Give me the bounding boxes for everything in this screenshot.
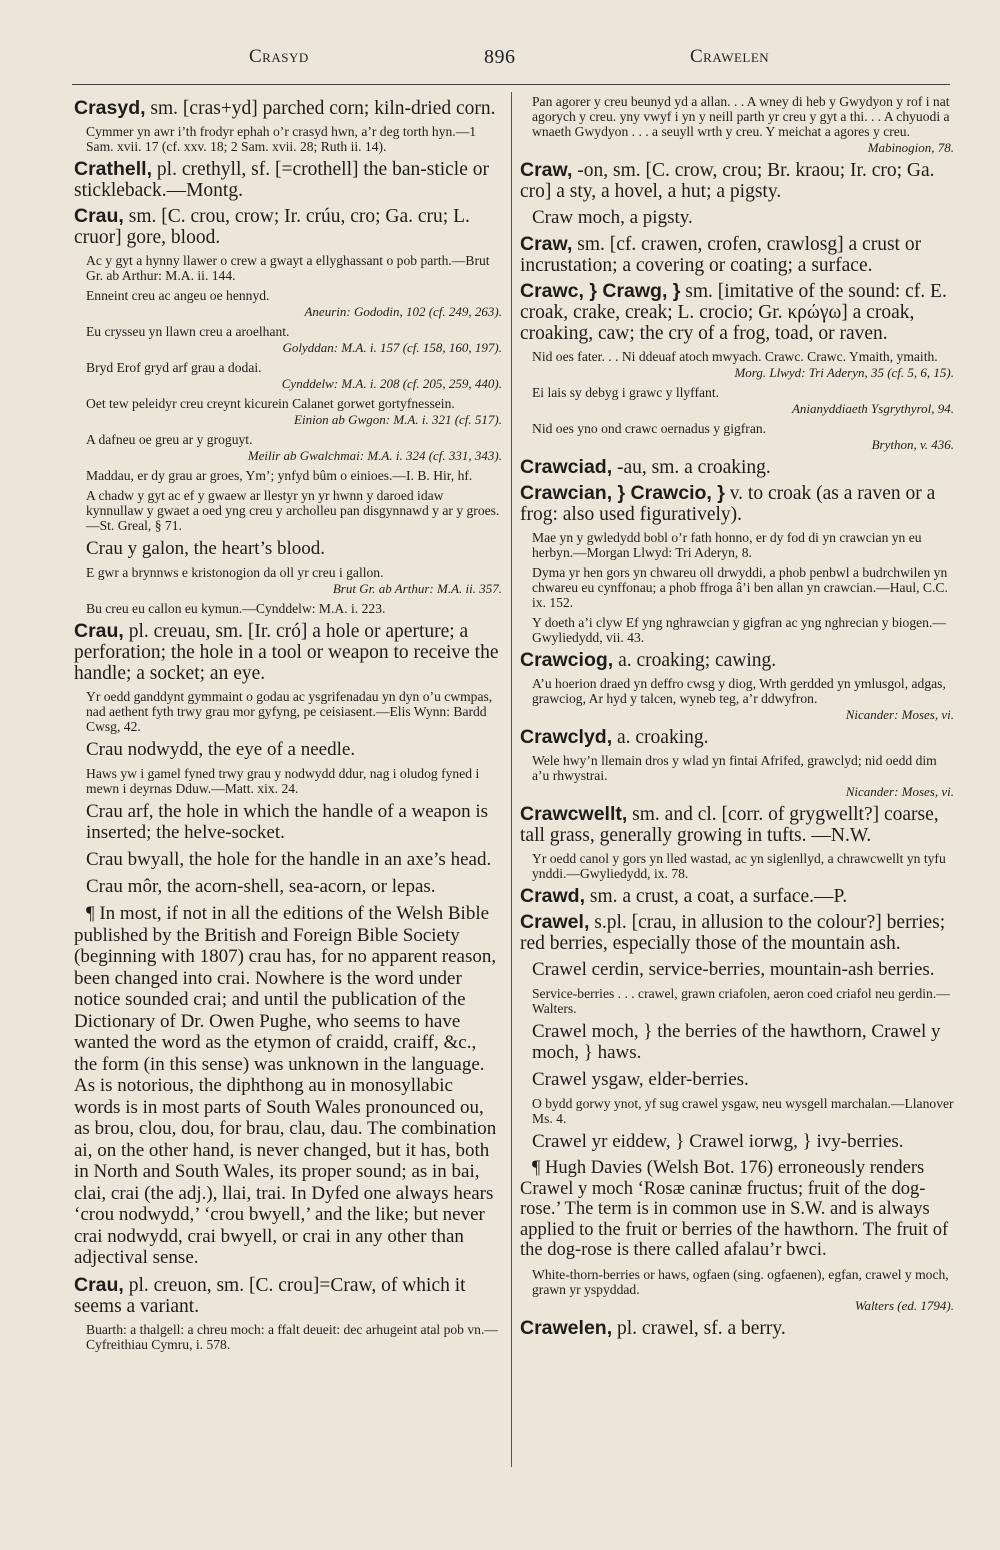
citation: Golyddan: M.A. i. 157 (cf. 158, 160, 197). [282,340,502,355]
entry [74,98,502,119]
headword: Crau, [74,1273,124,1296]
sub-entry: Crawel ysgaw, elder-berries. [532,1069,749,1090]
quotation: E gwr a brynnws e kristonogion da oll yr creu i gallon. [86,565,384,580]
entry [520,886,954,907]
usage-note: ¶ Hugh Davies (Welsh Bot. 176) erroneously renders Crawel y moch ‘Rosæ caninæ fructus; fruit of the dog-rose.’ The term is in common use in S.W. and is always applied to the fruit or berries of the hawthorn. The fruit of the dog-rose is there called afalau’r bwci. [520,1158,949,1260]
quotation: Bryd Erof gryd arf grau a dodai. [86,360,262,375]
citation: Aneurin: Gododin, 102 (cf. 249, 263). [304,304,502,319]
entry [520,281,954,344]
headword: Craw, [520,159,573,181]
headword: Craw, [520,233,573,255]
definition: pl. crawel, sf. a berry. [612,1317,786,1339]
citation: Einion ab Gwgon: M.A. i. 321 (cf. 517). [294,412,502,427]
sub-entry: Crau môr, the acorn-shell, sea-acorn, or lepas. [86,876,436,897]
citation: Brut Gr. ab Arthur: M.A. ii. 357. [332,581,502,596]
definition: sm. a crust, a coat, a surface.—P. [585,886,848,907]
quotation: Eu crysseu yn llawn creu a aroelhant. [86,324,290,339]
citation: Nicander: Moses, vi. [845,707,954,722]
citation: Meilir ab Gwalchmai: M.A. i. 324 (cf. 331, 343). [247,448,502,463]
citation: Walters (ed. 1794). [854,1297,954,1313]
quotation: Haws yw i gamel fyned trwy grau y nodwydd ddur, nag i oludog fyned i mewn i deyrnas Dduw.—Matt. xix. 24. [86,766,480,796]
definition: pl. creuon, sm. [C. crou]=Craw, of which it seems a variant. [74,1274,466,1317]
running-head-right: Crawelen [690,46,770,67]
definition: pl. creuau, sm. [Ir. cró] a hole or aperture; a perforation; the hole in a tool or weapon to receive the handle; a socket; an eye. [74,621,499,684]
quotation: Service-berries . . . crawel, grawn criafolen, aeron coed criafol neu gerdin.—Walters. [532,986,950,1016]
entry [74,206,502,248]
entry [74,159,502,201]
entry [520,234,954,276]
definition: sm. [C. crou, crow; Ir. crúu, cro; Ga. cru; L. cruor] gore, blood. [74,206,470,248]
headword: Crau, [74,205,124,227]
headword: Crasyd, [74,97,146,119]
definition: v. to croak (as a raven or a frog: also used figuratively). [520,483,936,525]
citation: Cynddelw: M.A. i. 208 (cf. 205, 259, 440). [281,376,502,391]
citation: Nicander: Moses, vi. [845,784,954,799]
entry [520,727,954,748]
headword: Crawcwellt, [520,803,628,825]
quotation: Cymmer yn awr i’th frodyr ephah o’r crasyd hwn, a’r deg torth hyn.—1 Sam. xvii. 17 (cf. xxv. 18; 2 Sam. xvii. 28; Ruth ii. 14). [86,124,477,154]
entry [74,1275,502,1317]
sub-entry: Crau nodwydd, the eye of a needle. [86,739,356,760]
entry [520,804,954,846]
usage-note: ¶ In most, if not in all the editions of the Welsh Bible published by the British and Foreign Bible Society (beginning with 1807) crau has, for no apparent reason, been changed into crai. Nowhere is the word under notice sounded crai; and until the publication of the Dictionary of Dr. Owen Pughe, who seems to have wanted the word as the etymon of craidd, craiff, &c., the form (in this sense) was unknown in the language. As is notorious, the diphthong au in monosyllabic words is in most parts of South Wales pronounced ou, as brou, clou, dou, for brau, clau, dau. The combination ai, on the other hand, is never changed, but it has, both in North and South Wales, its proper sound; as in bai, clai, crai (the adj.), llai, trai. In Dyfed one always hears ‘crou nodwydd,’ ‘crou bwyell,’ and the like; but never crai nodwydd, crai bwyell, or crai in any other than adjectival sense. [74,903,497,1268]
quotation: Ac y gyt a hynny llawer o crew a gwayt a ellyghassant o pob parth.—Brut Gr. ab Arthur: M.A. ii. 144. [86,253,490,283]
citation: Morg. Llwyd: Tri Aderyn, 35 (cf. 5, 6, 15). [734,365,954,380]
definition: sm. [cf. crawen, crofen, crawlosg] a crust or incrustation; a covering or coating; a surface. [520,234,922,276]
entry [520,1318,954,1339]
entry [74,621,502,684]
sub-entry: Crawel moch, } the berries of the hawthorn, Crawel y moch, } haws. [532,1021,941,1063]
headword: Crawc, } Crawg, } [520,280,681,302]
definition: a. croaking; cawing. [613,650,777,671]
headword: Crawciad, [520,456,613,478]
definition: a. croaking. [612,727,709,748]
headword: Crathell, [74,158,153,180]
definition: sm. [cras+yd] parched corn; kiln-dried corn. [145,98,496,119]
quotation: Wele hwy’n llemain dros y wlad yn fintai Afrifed, grawclyd; nid oedd dim a’u rhwystrai. [532,753,937,783]
quotation: Maddau, er dy grau ar groes, Ym’; ynfyd bûm o einioes.—I. B. Hir, hf. [86,468,473,483]
entry [520,912,954,954]
sub-entry: Craw moch, a pigsty. [532,207,693,228]
definition: -au, sm. a croaking. [612,457,771,478]
quotation: Yr oedd ganddynt gymmaint o godau ac ysgrifenadau yn dyn o’u cwmpas, nad aethent fyth trwy grau mor gyfyng, pe ceisiasent.—Elis Wynn: Bardd Cwsg, 42. [86,689,493,734]
quotation: Ei lais sy debyg i grawc y llyffant. [532,385,720,400]
quotation: A chadw y gyt ac ef y gwaew ar llestyr yn yr hwnn y daroed idaw kynnullaw y gwaet a oed yng creu y archolleu pan disgynnawd y ar y groes.—St. Greal, § 71. [86,488,500,533]
sub-entry: Crau y galon, the heart’s blood. [86,538,326,559]
entry [520,457,954,478]
headword: Crawciog, [520,649,614,671]
quotation: A dafneu oe greu ar y groguyt. [86,432,253,447]
citation: Brython, v. 436. [871,437,954,452]
column-divider [511,92,512,1467]
quotation: Y doeth a’i clyw Ef yng nghrawcian y gigfran ac yng nghrecian y biogen.—Gwyliedydd, vii. 43. [532,615,946,645]
entry [520,160,954,202]
headword: Crawel, [520,911,590,933]
headword: Crawcian, } Crawcio, } [520,482,725,504]
sub-entry: Crawel cerdin, service-berries, mountain-ash berries. [532,959,935,980]
definition: pl. crethyll, sf. [=crothell] the ban-sticle or stickleback.—Montg. [74,159,489,201]
sub-entry: Crau bwyall, the hole for the handle in an axe’s head. [86,849,492,870]
definition: sm. and cl. [corr. of grygwellt?] coarse, tall grass, generally growing in tufts. —N.W. [520,804,939,846]
right-column [520,94,954,1344]
headword: Crawelen, [520,1316,613,1339]
left-column [74,94,502,1357]
definition: -on, sm. [C. crow, crou; Br. kraou; Ir. cro; Ga. cro] a sty, a hovel, a hut; a pigsty. [520,160,935,202]
quotation: Bu creu eu callon eu kymun.—Cynddelw: M.A. i. 223. [86,601,386,616]
citation: Anianyddiaeth Ysgrythyrol, 94. [791,401,954,416]
quotation: Pan agorer y creu beunyd yd a allan. . . A wney di heb y Gwydyon y rof i nat agorych y creu. yny vwyf i yn y neill parth yr creu y gyt a thi. . . A chyuodi a wnaeth Gwydyon . . . a seuyll wrth y creu. Y meichat a agores y creu. [532,94,950,139]
citation: Mabinogion, 78. [867,140,954,155]
quotation: Oet tew peleidyr creu creynt kicurein Calanet gorwet gortyfnessein. [86,396,455,411]
definition: sm. [imitative of the sound: cf. E. croak, crake, creak; L. crocio; Gr. κρώγω] a croak, croaking, caw; the cry of a frog, toad, or raven. [520,281,947,344]
definition: s.pl. [crau, in allusion to the colour?] berries; red berries, especially those of the mountain ash. [520,912,946,954]
entry [520,650,954,671]
quotation: Dyma yr hen gors yn chwareu oll drwyddi, a phob penbwl a budrchwilen yn chwareu eu cynffonau; a phob ffroga â’i ben allan yn crawcian.—Haul, C.C. ix. 152. [532,565,948,610]
entry [520,483,954,525]
quotation: Buarth: a thalgell: a chreu moch: a ffalt deueit: dec arhugeint atal pob vn.—Cyfreithiau Cymru, i. 578. [86,1321,498,1352]
headword: Crawd, [520,885,586,907]
headword: Crawclyd, [520,726,613,748]
quotation: Nid oes yno ond crawc oernadus y gigfran. [532,421,767,436]
quotation: A’u hoerion draed yn deffro cwsg y diog, Wrth gerdded yn ymlusgol, adgas, grawciog, Ar hyd y talcen, wyneb teg, a’r ddwyfron. [532,676,946,706]
quotation: White-thorn-berries or haws, ogfaen (sing. ogfaenen), egfan, crawel y moch, grawn yr yspyddad. [532,1266,949,1297]
running-head-left: Crasyd [249,46,309,67]
headword: Crau, [74,620,124,642]
sub-entry: Crawel yr eiddew, } Crawel iorwg, } ivy-berries. [532,1131,904,1152]
page-number: 896 [484,46,516,68]
sub-entry: Crau arf, the hole in which the handle of a weapon is inserted; the helve-socket. [86,801,489,843]
quotation: Enneint creu ac angeu oe hennyd. [86,288,270,303]
quotation: Yr oedd canol y gors yn lled wastad, ac yn siglenllyd, a chrawcwellt yn tyfu ynddi.—Gwyliedydd, ix. 78. [532,851,946,881]
header-rule [72,84,950,85]
quotation: O bydd gorwy ynot, yf sug crawel ysgaw, neu wysgell marchalan.—Llanover Ms. 4. [532,1096,954,1126]
quotation: Nid oes fater. . . Ni ddeuaf atoch mwyach. Crawc. Crawc. Ymaith, ymaith. [532,349,938,364]
quotation: Mae yn y gwledydd bobl o’r fath honno, er dy fod di yn crawcian yn eu herbyn.—Morgan Llwyd: Tri Aderyn, 8. [532,530,922,560]
